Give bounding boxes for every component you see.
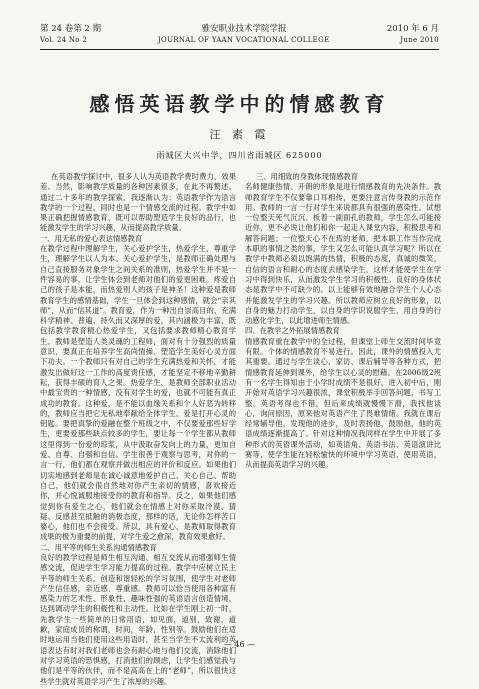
page-number: — 46 — <box>223 640 256 649</box>
header-rule <box>40 49 439 50</box>
article-title: 感悟英语教学中的情感教育 <box>89 92 390 116</box>
issue-label-cn: 第 24 卷第 2 期 <box>40 24 102 34</box>
journal-name-cn: 雅安职业技术学院学报 <box>201 24 287 34</box>
journal-header-en <box>40 36 439 44</box>
issue-label-en: Vol. 24 No 2 <box>40 36 88 44</box>
body-column-left: 在英语教学探讨中，很多人认为英语教学费时费力，效果差。当然，影响教学质量的各种因素很多，在此不再赘述。通过二十多年的教学探索，我逐渐认为：英语教学作为语言教学的一个过程，同时也是一个情感交流的过程。教学中如果正确把握情感教育，既可以帮助塑造学生良好的品行，也能激发学生的学习兴趣，从而提高教学质量。 一、用无私的爱心表达情感教育 在教学过程中理解学生，关心爱护学生，热爱学生，尊重学生，理解学生以人为本。关心爱护学生，是教师正确处理与自己直接服务对象学生之间关系的准则，热爱学生并不是一件容易的事，让学生体会到老师对他们的爱更困难。疼爱自己的孩子是本能，而热爱别人的孩子是神圣！这种爱是教师教育学生的感情基础，学生一旦体会到这种感情，就会“亲其师”，从而“信其道”。教育爱，作为一种出自崇高目的、充满科学精神、普遍、持久而又深厚的爱，其内涵极为丰富，既包括教学教育精心热爱学生，又包括要求教师精心教育学生。教师是塑造人类灵魂的工程师，面对有十分强烈的质量意识，要真正在培养学生高尚情操、塑造学生美好心灵方面下功夫。一个教师只有对自己的学生充满热爱和关怀，才能激发出做好这一工作的高度责任感，才能坚定不移地辛勤耕耘，获得丰硕的育人之果。热爱学生，是教师全部职业活动中最宝贵的一种情感，没有对学生的爱，也就不可能有真正成功的教育。这种爱，是不能以血缘关系和个人好恶为转移的，教师应当把它无私地奉献给全体学生。爱是打开心灵的钥匙。要把真挚的爱融在整个班级之中，不仅要爱那些好学生，更要爱那些缺点较多的学生，要让每一个学生都从教师这里得到一份爱的琼浆，从中汲取奋发向上的力量，更加自爱、自尊、自强和自信。学生很善于观察与思考，对你的一言一行，他们都在观察并做出相应的评价和反应。如果他们切实地感到老师是在诚心诚意地爱护自己、关心自己、帮助自己，他们就会很自然地对你产生亲切的情感，喜欢接近你，并心悦诚服地接受你的教育和指导。反之，如果他们感觉到你有爱生之心，他们就会在情感上对你采取冷漠、猜疑、反感甚至抵触的消极态度，那样的话，无论你怎样苦口婆心，他们也不会接受。所以，具有爱心，是教师取得教育成果的极为重要的前提，对学生爱之愈深，教育效果愈好。 二、用平等的师生关系沟通情感教育 良好的教学过程是师生相互沟通、相互交流从而增强师生情感交流，促进学生学习能力提高的过程。教学中应树立民主平等的师生关系，创造和谐轻松的学习氛围，使学生对老师产生信任感，亲近感、尊重感。教师可以恰当使用各种富有感染力的艺术性、形象性、趣味性强的英语语言创造情境，达到调动学生的积极性和主动性。比如在学生刚上初一时，先教学生一些简单的日常用语，如见面，道别，致谢，道歉，家庭成员的称谓，时间，年龄，性别等。鼓励他们在适时地运用当他们使用这些用语时，甚至当学生不太流利的英语表达有时对我们老师也会有耐心地与他们交流，消除他们对学习英语的恐惧感，打消他们的顾虑，让学生们感觉我与他们是平等的伙伴，而不是高高在上的“老师”，所以很快这些学生就对英语学习产生了浓厚的兴趣。 <box>40 172 236 686</box>
journal-header-cn <box>40 22 439 34</box>
article-author: 汪 素 霞 <box>209 128 270 141</box>
issue-date-en: June 2010 <box>400 36 439 44</box>
body-column-right: 三、用细致的身教体现情感教育 名师健康热情、开朗的形象是进行情感教育的先决条件。教师教育学生不仅要靠口耳相传，更要注意言传身教的示范作用。教师的一言一行对学生来说都具有很强的感染性。试想一位整天死气沉沉、板着一副面孔的教师，学生怎么可能接近你，更不必说让他们和你一起走入课堂内容，积极思考和解答问题；一位整天心不在焉的老师，把本职工作当作完成本职的事情之类的事，学生又怎么可能认真学习呢？所以在教学中教师必须以饱满的热情，积极的态度，真诚的微笑，自信的语言和耐心的态度去感染学生，这样才能使学生在学习中得到快乐，从而激发学生学习的积极性。良好的身体状态是教学中不可缺少的。以上能够有效地融合学生个人心态并能激发学生的学习兴趣。所以教师应树立良好的形象，以自身的魅力打动学生，以自身的学识说服学生，用自身的行动感化学生，以此增进师生情感。 四、在教学之外拓展情感教育 情感教育重在教学中的全过程，但课堂上师生交流时间毕竟有限。个体的情感教育不易进行。因此，课外的情感投入尤其重要。通过与学生谈心、家访、课后辅导等各种方式，把情感教育延伸到课外，给学生以心灵的慰藉。在2006级2班有一名学生得知由于小学时成绩不是很好，进入初中后，刚开始对英语学习兴趣很浓，课堂积极举手回答问题，书写工整，英语考得也不错，但后来成绩就慢慢下滑，我找他谈心，询问原因，原来他对英语产生了畏难情绪。我就在课后经常辅导他，发现他的进步，及时表扬他，鼓励他，他的英语成绩逐渐提高了。针对这种情况我同样在学生中开展了多种形式的英语课外活动，如英语角、英语书法、英语演讲比赛等，使学生能在轻松愉快的环境中学习英语、使用英语，从而提高英语学习的兴趣。 <box>245 172 441 470</box>
journal-name-en: JOURNAL OF YAAN VOCATIONAL COLLEGE <box>157 36 330 44</box>
issue-date-cn: 2010 年 6 月 <box>386 24 439 34</box>
author-affiliation: 雨城区大兴中学，四川省雨城区 625000 <box>156 151 323 160</box>
